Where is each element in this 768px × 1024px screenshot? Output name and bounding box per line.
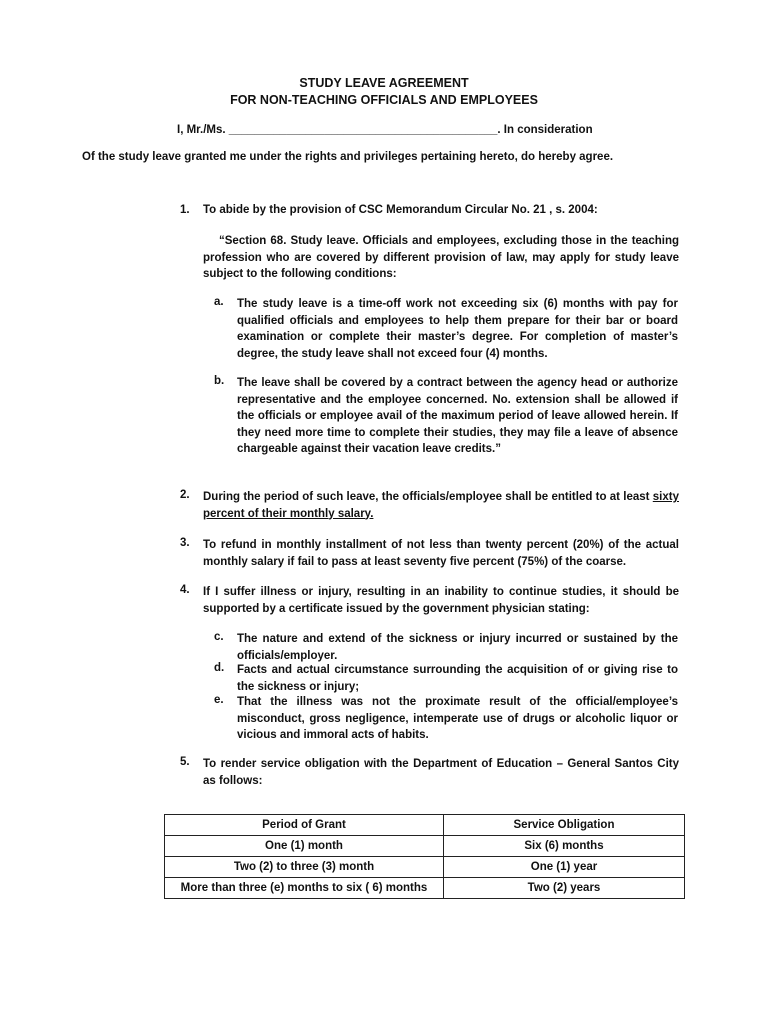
table-header-row <box>165 815 685 836</box>
item-2-number: 2. <box>180 489 190 501</box>
document-title: STUDY LEAVE AGREEMENT <box>299 76 469 90</box>
item-2-underlined: sixty percent of their monthly salary. <box>203 491 679 520</box>
item-1-number: 1. <box>180 204 190 216</box>
table-cell-obligation: Six (6) months <box>444 836 685 857</box>
table-header-period: Period of Grant <box>165 815 444 836</box>
table-row <box>165 878 685 899</box>
table-header-obligation: Service Obligation <box>444 815 685 836</box>
item-4c-text: The nature and extend of the sickness or injury incurred or sustained by the officials/employer. <box>237 633 678 662</box>
item-5-number: 5. <box>180 756 190 768</box>
item-1-text: To abide by the provision of CSC Memorandum Circular No. 21 , s. 2004: <box>203 204 598 216</box>
item-4e-text: That the illness was not the proximate result of the official/employee’s misconduct, gross negligence, intemperate use of drugs or alcoholic liquor or vicious and immoral acts of habits. <box>237 696 678 741</box>
table-cell-period: One (1) month <box>165 836 444 857</box>
item-1b-text: The leave shall be covered by a contract between the agency head or authorize representative and the employee concerned. No. extension shall be allowed if the officials or employee avail of the maximum period of leave allowed herein. If they need more time to complete their studies, they may file a leave of absence chargeable against their vacation leave credits.” <box>237 377 678 455</box>
item-1b-label: b. <box>214 375 225 387</box>
item-4d-label: d. <box>214 662 225 674</box>
item-1a-text: The study leave is a time-off work not exceeding six (6) months with pay for qualified officials and employees to help them prepare for their bar or board examination or complete their master’s degree. For completion of master’s degree, the study leave shall not exceed four (4) months. <box>237 298 678 360</box>
document-subtitle: FOR NON-TEACHING OFFICIALS AND EMPLOYEES <box>230 93 538 107</box>
name-line: I, Mr./Ms. __________________________________________. In consideration <box>177 124 593 136</box>
item-5-text: To render service obligation with the Department of Education – General Santos City as follows: <box>203 758 679 787</box>
item-3-number: 3. <box>180 537 190 549</box>
item-4-number: 4. <box>180 584 190 596</box>
item-4-text: If I suffer illness or injury, resulting in an inability to continue studies, it should be supported by a certificate issued by the government physician stating: <box>203 586 679 615</box>
agreement-line: Of the study leave granted me under the rights and privileges pertaining hereto, do hereby agree. <box>82 151 614 163</box>
table-cell-period: Two (2) to three (3) month <box>165 857 444 878</box>
table-cell-obligation: One (1) year <box>444 857 685 878</box>
table-row <box>165 857 685 878</box>
service-obligation-table <box>164 814 685 899</box>
item-4e-label: e. <box>214 694 224 706</box>
item-4c-label: c. <box>214 631 224 643</box>
item-2-text-main: During the period of such leave, the officials/employee shall be entitled to at least <box>203 491 650 503</box>
item-1a-label: a. <box>214 296 224 308</box>
item-2-text <box>203 489 679 522</box>
item-1-quote: “Section 68. Study leave. Officials and employees, excluding those in the teaching profession who are covered by different provision of law, may apply for study leave subject to the following conditions: <box>203 235 679 280</box>
table-row <box>165 836 685 857</box>
item-4d-text: Facts and actual circumstance surrounding the acquisition of or giving rise to the sickness or injury; <box>237 664 678 693</box>
table-cell-obligation: Two (2) years <box>444 878 685 899</box>
table-cell-period: More than three (e) months to six ( 6) months <box>165 878 444 899</box>
item-3-text: To refund in monthly installment of not less than twenty percent (20%) of the actual monthly salary if fail to pass at least seventy five percent (75%) of the coarse. <box>203 539 679 568</box>
